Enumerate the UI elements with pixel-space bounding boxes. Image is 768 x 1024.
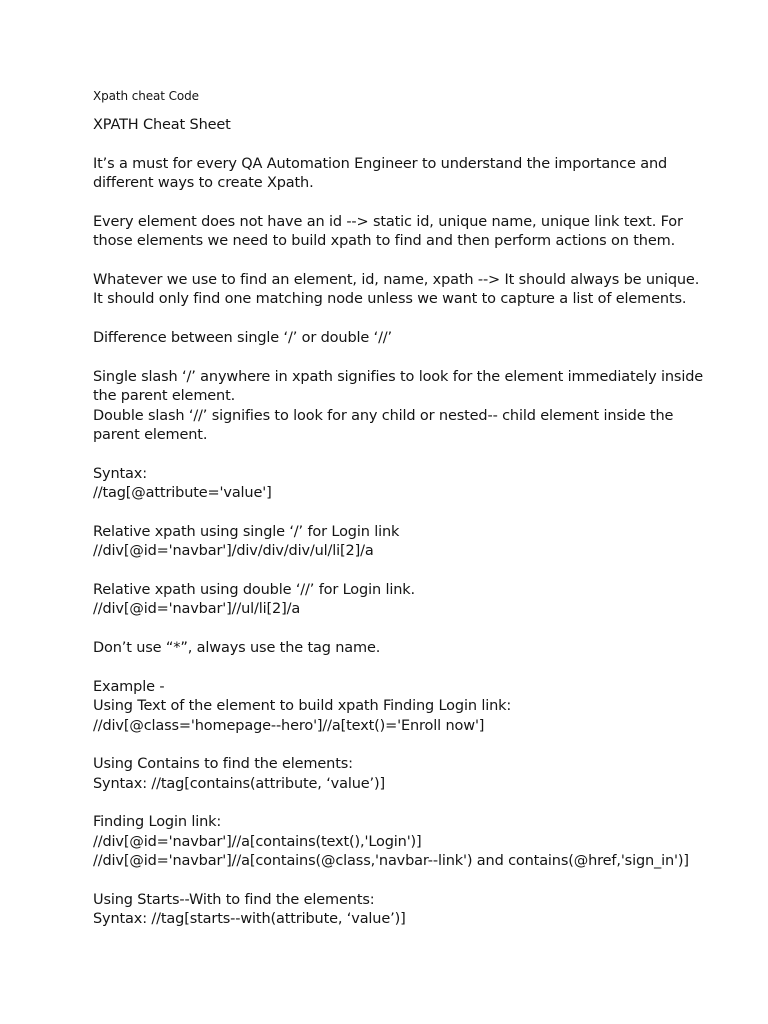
paragraph-line: Using Contains to find the elements: xyxy=(93,756,353,772)
paragraph-line: those elements we need to build xpath to find and then perform actions on them. xyxy=(93,233,676,249)
paragraph-line: parent element. xyxy=(93,427,208,443)
paragraph-line: Finding Login link: xyxy=(93,814,222,830)
code-line: //div[@id='navbar']//a[contains(@class,'navbar--link') and contains(@href,'sign_in')] xyxy=(93,853,689,869)
paragraph-line: It should only find one matching node unless we want to capture a list of elements. xyxy=(93,291,687,307)
paragraph-line: different ways to create Xpath. xyxy=(93,175,314,191)
document-title: XPATH Cheat Sheet xyxy=(93,117,231,133)
code-line: //div[@id='navbar']/div/div/div/ul/li[2]/a xyxy=(93,543,374,559)
code-line: //div[@class='homepage--hero']//a[text()='Enroll now'] xyxy=(93,718,485,734)
paragraph-line: Syntax: xyxy=(93,466,147,482)
paragraph-line: Every element does not have an id --> static id, unique name, unique link text. For xyxy=(93,214,683,230)
code-line: Syntax: //tag[contains(attribute, ‘value’)] xyxy=(93,776,386,792)
paragraph-line: Don’t use “*”, always use the tag name. xyxy=(93,640,381,656)
paragraph-line: Example - xyxy=(93,679,165,695)
paragraph-line: Whatever we use to find an element, id, name, xpath --> It should always be unique. xyxy=(93,272,700,288)
code-line: //div[@id='navbar']//a[contains(text(),'Login')] xyxy=(93,834,422,850)
paragraph-line: Relative xpath using single ‘/’ for Login link xyxy=(93,524,400,540)
document-header: Xpath cheat Code xyxy=(93,89,199,103)
paragraph-line: the parent element. xyxy=(93,388,236,404)
paragraph-line: It’s a must for every QA Automation Engineer to understand the importance and xyxy=(93,156,668,172)
paragraph-line: Single slash ‘/’ anywhere in xpath signifies to look for the element immediately inside xyxy=(93,369,704,385)
paragraph-line: Relative xpath using double ‘//’ for Login link. xyxy=(93,582,415,598)
paragraph-line: Using Text of the element to build xpath Finding Login link: xyxy=(93,698,512,714)
code-line: //div[@id='navbar']//ul/li[2]/a xyxy=(93,601,301,617)
code-line: //tag[@attribute='value'] xyxy=(93,485,272,501)
paragraph-line: Double slash ‘//’ signifies to look for any child or nested-- child element inside the xyxy=(93,408,674,424)
paragraph-line: Difference between single ‘/’ or double ‘//’ xyxy=(93,330,392,346)
code-line: Syntax: //tag[starts--with(attribute, ‘value’)] xyxy=(93,911,406,927)
paragraph-line: Using Starts--With to find the elements: xyxy=(93,892,375,908)
